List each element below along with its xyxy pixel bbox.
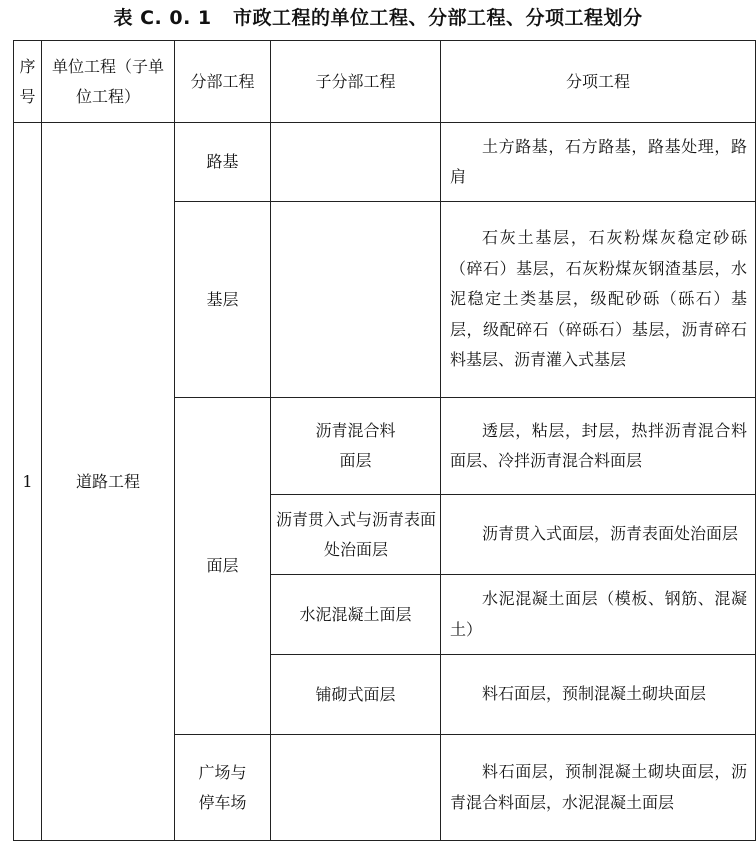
header-subdivision: 子分部工程 (271, 41, 441, 123)
header-items: 分项工程 (441, 41, 756, 123)
table-caption: 表 C. 0. 1 市政工程的单位工程、分部工程、分项工程划分 (113, 7, 643, 29)
items-cell: 料石面层，预制混凝土砌块面层，沥青混合料面层，水泥混凝土面层 (441, 735, 756, 841)
items-cell: 料石面层，预制混凝土砌块面层 (441, 655, 756, 735)
header-unit-project: 单位工程（子单位工程） (42, 41, 175, 123)
subdivision-name: 沥青贯入式与沥青表面处治面层 (271, 495, 441, 575)
header-division: 分部工程 (175, 41, 271, 123)
subdivision-empty (271, 123, 441, 202)
items-cell: 沥青贯入式面层，沥青表面处治面层 (441, 495, 756, 575)
subdivision-name: 铺砌式面层 (271, 655, 441, 735)
division-table (13, 40, 756, 841)
header-row (14, 41, 756, 123)
division-name: 路基 (175, 123, 271, 202)
subdivision-empty (271, 735, 441, 841)
table-row (14, 123, 756, 202)
items-cell: 土方路基，石方路基，路基处理，路肩 (441, 123, 756, 202)
subdivision-name: 水泥混凝土面层 (271, 575, 441, 655)
subdivision-name: 沥青混合料面层 (271, 398, 441, 495)
subdivision-empty (271, 202, 441, 398)
division-name: 基层 (175, 202, 271, 398)
division-name: 广场与停车场 (175, 735, 271, 841)
row-seq: 1 (14, 123, 42, 841)
division-name: 面层 (175, 398, 271, 735)
unit-project-name: 道路工程 (42, 123, 175, 841)
header-seq: 序号 (14, 41, 42, 123)
items-cell: 水泥混凝土面层（模板、钢筋、混凝土） (441, 575, 756, 655)
items-cell: 透层，粘层，封层，热拌沥青混合料面层、冷拌沥青混合料面层 (441, 398, 756, 495)
items-cell: 石灰土基层，石灰粉煤灰稳定砂砾（碎石）基层，石灰粉煤灰钢渣基层，水泥稳定土类基层，级配砂砾（砾石）基层，级配碎石（碎砾石）基层，沥青碎石料基层、沥青灌入式基层 (441, 202, 756, 398)
